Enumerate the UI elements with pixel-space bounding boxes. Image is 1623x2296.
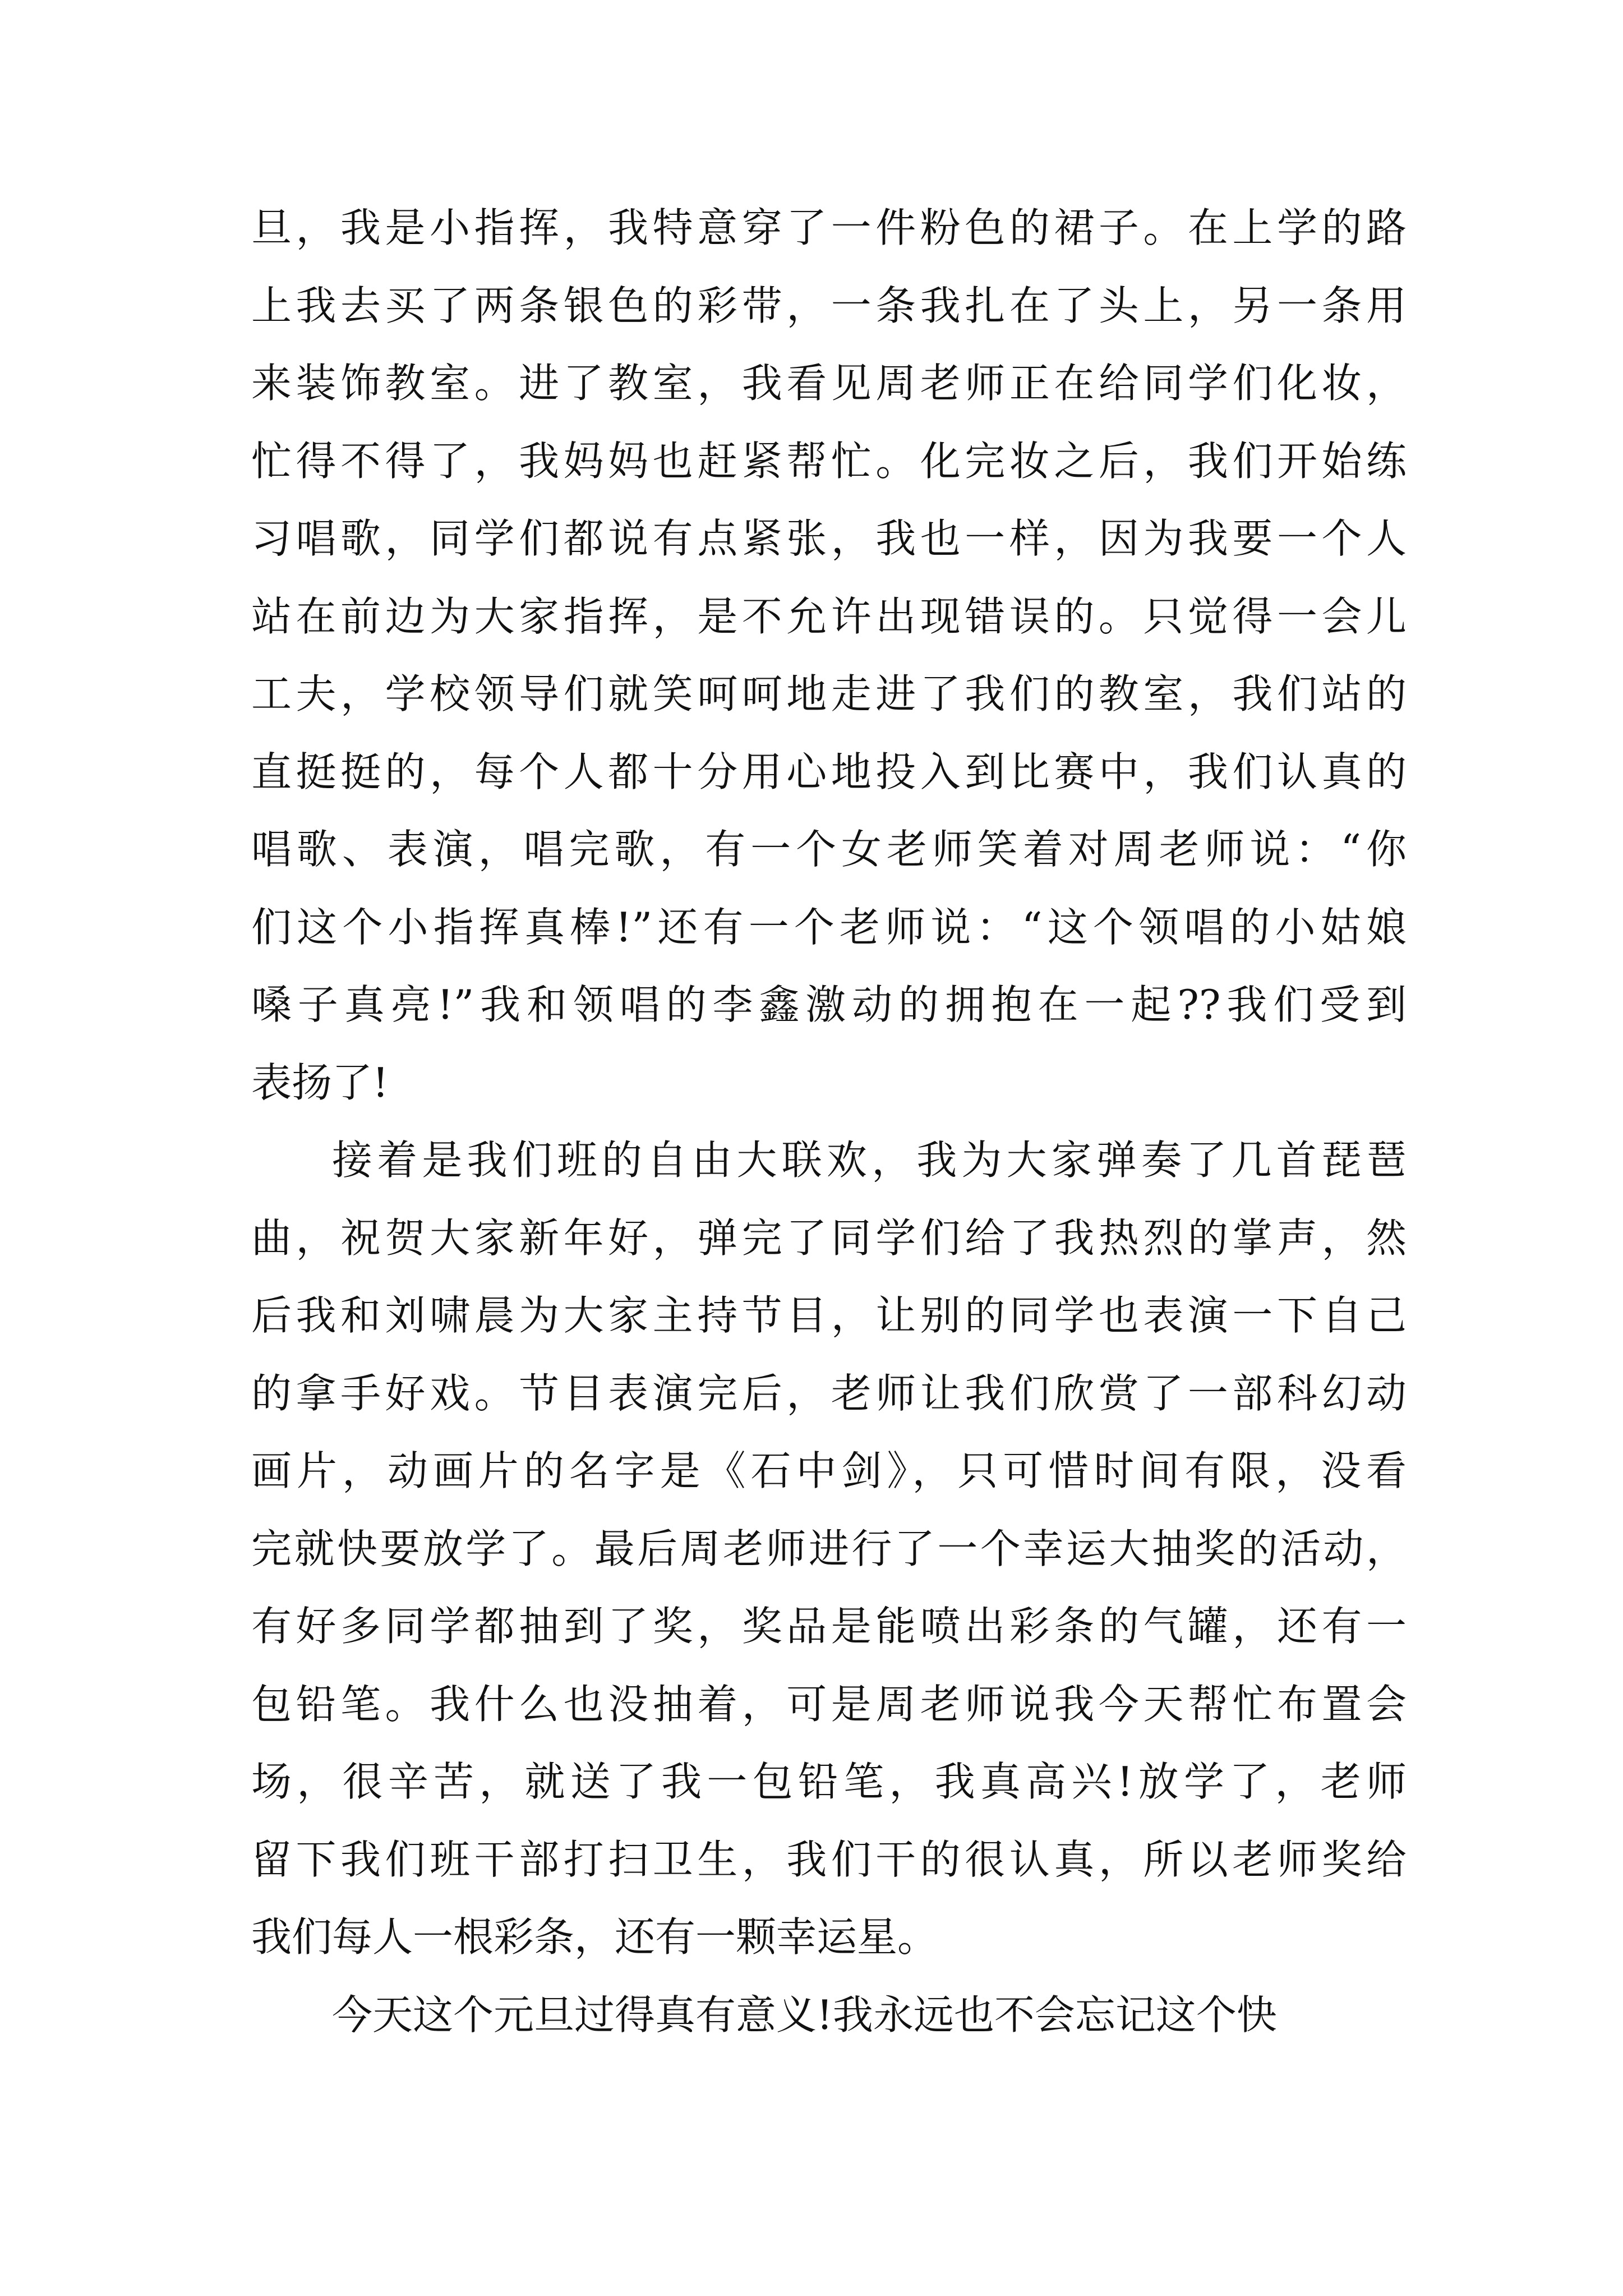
- text-line: 完就快要放学了。最后周老师进行了一个幸运大抽奖的活动，: [251, 1525, 1407, 1572]
- text-line: 忙得不得了，我妈妈也赶紧帮忙。化完妆之后，我们开始练: [251, 437, 1407, 485]
- text-line: 有好多同学都抽到了奖，奖品是能喷出彩条的气罐，还有一: [251, 1603, 1407, 1650]
- text-line: 们这个小指挥真棒!”还有一个老师说：“这个领唱的小姑娘: [251, 903, 1407, 951]
- text-line: 后我和刘啸晨为大家主持节目，让别的同学也表演一下自己: [251, 1292, 1407, 1339]
- body-text: [251, 202, 1407, 2067]
- text-line: 来装饰教室。进了教室，我看见周老师正在给同学们化妆，: [251, 360, 1407, 407]
- text-line-paragraph-end: 我们每人一根彩条，还有一颗幸运星。: [251, 1913, 938, 1961]
- text-line: 唱歌、表演，唱完歌，有一个女老师笑着对周老师说：“你: [251, 826, 1407, 873]
- text-line: 嗓子真亮!”我和领唱的李鑫激动的拥抱在一起??我们受到: [251, 981, 1407, 1028]
- text-line: 旦，我是小指挥，我特意穿了一件粉色的裙子。在上学的路: [251, 204, 1407, 251]
- text-line-paragraph-end: 表扬了!: [251, 1059, 389, 1106]
- text-line: 留下我们班干部打扫卫生，我们干的很认真，所以老师奖给: [251, 1835, 1407, 1883]
- text-line-paragraph-start: 今天这个元旦过得真有意义!我永远也不会忘记这个快: [332, 1991, 1277, 2039]
- text-line: 直挺挺的，每个人都十分用心地投入到比赛中，我们认真的: [251, 748, 1407, 795]
- text-line: 习唱歌，同学们都说有点紧张，我也一样，因为我要一个人: [251, 515, 1407, 562]
- text-line: 画片，动画片的名字是《石中剑》，只可惜时间有限，没看: [251, 1447, 1407, 1494]
- text-line: 工夫，学校领导们就笑呵呵地走进了我们的教室，我们站的: [251, 670, 1407, 717]
- text-line: 包铅笔。我什么也没抽着，可是周老师说我今天帮忙布置会: [251, 1680, 1407, 1728]
- text-line: 上我去买了两条银色的彩带，一条我扎在了头上，另一条用: [251, 282, 1407, 329]
- text-line: 曲，祝贺大家新年好，弹完了同学们给了我热烈的掌声，然: [251, 1214, 1407, 1262]
- text-line: 的拿手好戏。节目表演完后，老师让我们欣赏了一部科幻动: [251, 1369, 1407, 1417]
- text-line: 场，很辛苦，就送了我一包铅笔，我真高兴!放学了，老师: [251, 1758, 1407, 1805]
- text-line: 站在前边为大家指挥，是不允许出现错误的。只觉得一会儿: [251, 592, 1407, 640]
- text-line-paragraph-start: 接着是我们班的自由大联欢，我为大家弹奏了几首琵琶: [332, 1137, 1407, 1184]
